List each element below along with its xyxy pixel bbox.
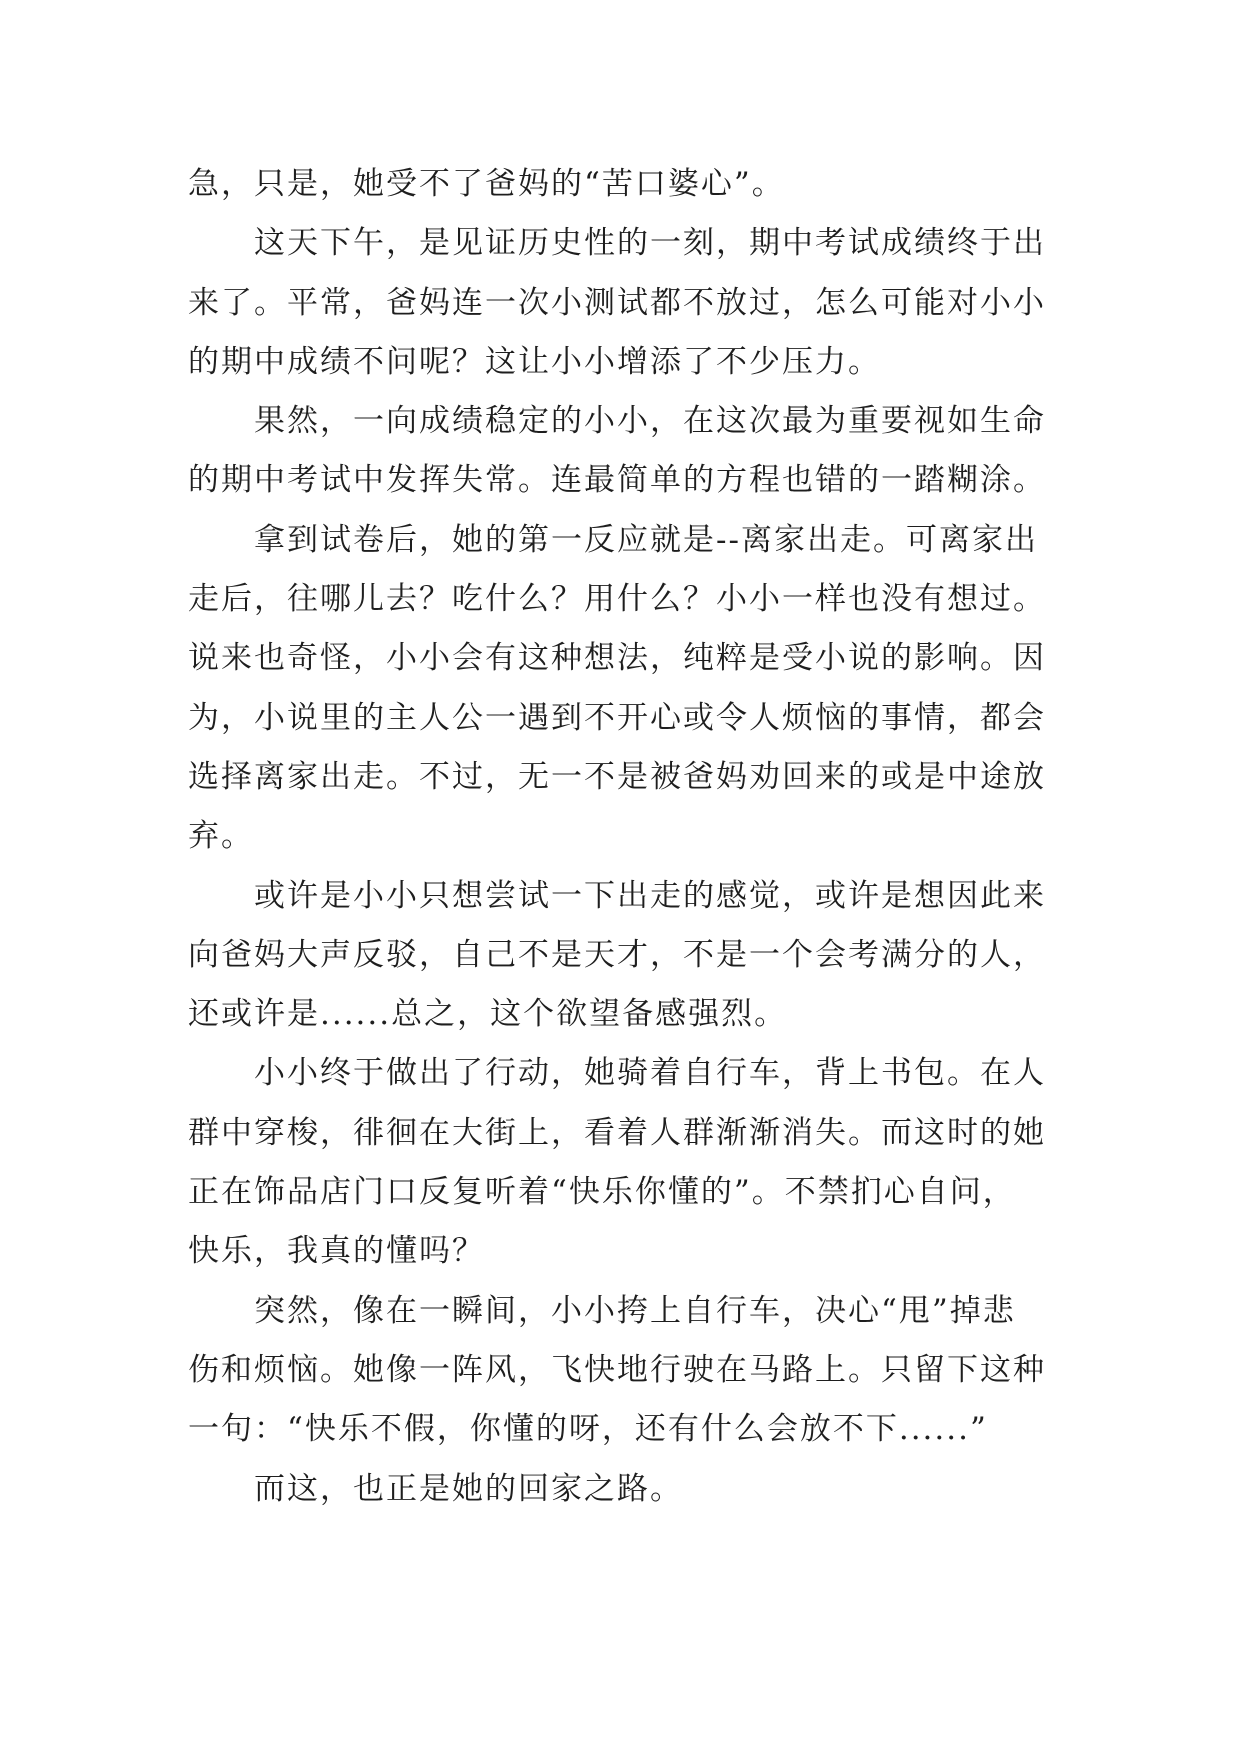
- text-line: 向爸妈大声反驳，自己不是天才，不是一个会考满分的人，: [188, 936, 1046, 973]
- text-line: 的期中考试中发挥失常。连最简单的方程也错的一踏糊涂。: [188, 462, 1046, 499]
- text-line: 选择离家出走。不过，无一不是被爸妈劝回来的或是中途放: [188, 758, 1046, 795]
- paragraph-start-line: 突然，像在一瞬间，小小挎上自行车，决心“甩”掉悲: [254, 1292, 1016, 1329]
- text-line: 还或许是......总之，这个欲望备感强烈。: [188, 996, 788, 1033]
- text-line: 一句：“快乐不假，你懂的呀，还有什么会放不下......”: [188, 1411, 988, 1448]
- paragraph-start-line: 小小终于做出了行动，她骑着自行车，背上书包。在人: [254, 1055, 1046, 1092]
- text-line: 说来也奇怪，小小会有这种想法，纯粹是受小说的影响。因: [188, 640, 1046, 677]
- text-line: 弃。: [188, 818, 254, 855]
- text-line: 来了。平常，爸妈连一次小测试都不放过，怎么可能对小小: [188, 284, 1046, 321]
- text-line: 急，只是，她受不了爸妈的“苦口婆心”。: [188, 166, 785, 202]
- story-body: [188, 155, 1068, 1519]
- text-line: 正在饰品店门口反复听着“快乐你懂的”。不禁扪心自问，: [188, 1174, 1016, 1211]
- text-line: 为，小说里的主人公一遇到不开心或令人烦恼的事情，都会: [188, 699, 1046, 736]
- paragraph-start-line: 拿到试卷后，她的第一反应就是--离家出走。可离家出: [254, 521, 1038, 558]
- paragraph-start-line: 果然，一向成绩稳定的小小，在这次最为重要视如生命: [254, 403, 1046, 440]
- text-line: 群中穿梭，徘徊在大街上，看着人群渐渐消失。而这时的她: [188, 1114, 1046, 1151]
- paragraph-start-line: 或许是小小只想尝试一下出走的感觉，或许是想因此来: [254, 877, 1046, 914]
- text-line: 伤和烦恼。她像一阵风，飞快地行驶在马路上。只留下这种: [188, 1351, 1046, 1388]
- text-line: 走后，往哪儿去？吃什么？用什么？小小一样也没有想过。: [188, 581, 1046, 618]
- text-line: 快乐，我真的懂吗？: [188, 1233, 485, 1270]
- paragraph-start-line: 这天下午，是见证历史性的一刻，期中考试成绩终于出: [254, 225, 1046, 262]
- paragraph-start-line: 而这，也正是她的回家之路。: [254, 1470, 683, 1507]
- text-line: 的期中成绩不问呢？这让小小增添了不少压力。: [188, 343, 881, 380]
